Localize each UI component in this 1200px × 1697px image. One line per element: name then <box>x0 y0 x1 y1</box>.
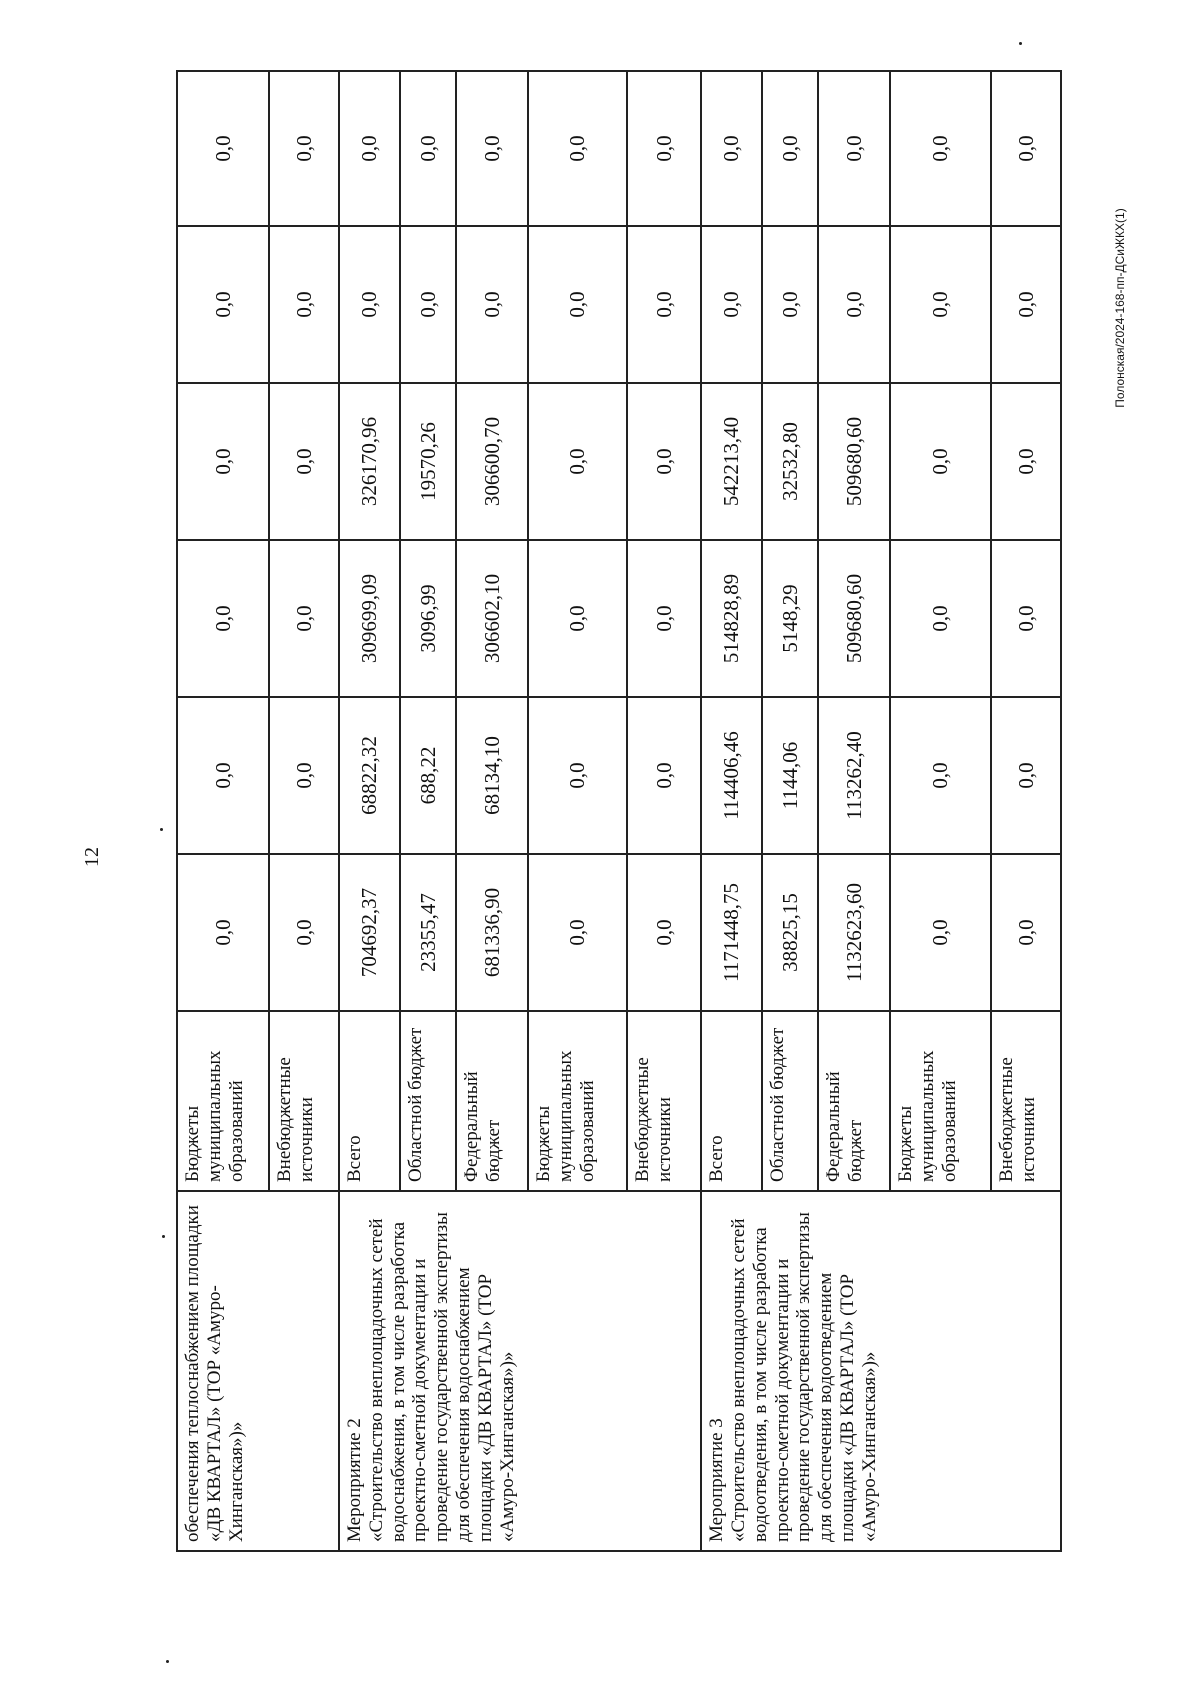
amount-cell: 0,0 <box>528 226 627 383</box>
funding-source-cell: Федеральный бюджет <box>456 1011 528 1191</box>
document-code: Полонская/2024-168-пп-ДСиЖКХ(1) <box>1113 208 1127 408</box>
amount-cell: 5148,29 <box>762 540 818 697</box>
amount-cell: 32532,80 <box>762 383 818 540</box>
amount-cell: 1144,06 <box>762 697 818 854</box>
amount-cell: 306600,70 <box>456 383 528 540</box>
amount-cell: 688,22 <box>400 697 456 854</box>
amount-cell: 0,0 <box>991 383 1061 540</box>
amount-cell: 0,0 <box>991 540 1061 697</box>
scan-speck <box>160 828 163 831</box>
funding-source-cell: Бюджеты муниципальных образований <box>177 1011 269 1191</box>
amount-cell: 0,0 <box>339 71 400 226</box>
amount-cell: 0,0 <box>627 226 701 383</box>
amount-cell: 0,0 <box>269 226 339 383</box>
scan-speck <box>166 1660 169 1663</box>
amount-cell: 0,0 <box>528 540 627 697</box>
amount-cell: 19570,26 <box>400 383 456 540</box>
funding-source-cell: Бюджеты муниципальных образований <box>890 1011 991 1191</box>
amount-cell: 0,0 <box>177 383 269 540</box>
amount-cell: 0,0 <box>269 697 339 854</box>
funding-source-cell: Внебюджетные источники <box>991 1011 1061 1191</box>
amount-cell: 0,0 <box>991 226 1061 383</box>
amount-cell: 0,0 <box>456 71 528 226</box>
amount-cell: 0,0 <box>528 383 627 540</box>
amount-cell: 0,0 <box>177 697 269 854</box>
amount-cell: 509680,60 <box>818 540 890 697</box>
table-row <box>339 71 400 1551</box>
funding-source-cell: Внебюджетные источники <box>627 1011 701 1191</box>
amount-cell: 0,0 <box>269 540 339 697</box>
amount-cell: 0,0 <box>177 71 269 226</box>
amount-cell: 0,0 <box>627 71 701 226</box>
amount-cell: 113262,40 <box>818 697 890 854</box>
amount-cell: 0,0 <box>890 71 991 226</box>
amount-cell: 0,0 <box>528 71 627 226</box>
funding-source-cell: Бюджеты муниципальных образований <box>528 1011 627 1191</box>
amount-cell: 0,0 <box>269 383 339 540</box>
table-row <box>701 71 762 1551</box>
amount-cell: 0,0 <box>269 71 339 226</box>
amount-cell: 0,0 <box>177 854 269 1011</box>
amount-cell: 1171448,75 <box>701 854 762 1011</box>
funding-source-cell: Областной бюджет <box>762 1011 818 1191</box>
amount-cell: 0,0 <box>890 697 991 854</box>
funding-source-cell: Внебюджетные источники <box>269 1011 339 1191</box>
funding-source-cell: Областной бюджет <box>400 1011 456 1191</box>
page-number: 12 <box>81 847 103 867</box>
table-row <box>177 71 269 1551</box>
amount-cell: 68134,10 <box>456 697 528 854</box>
event-cell: Мероприятие 3 «Строительство внеплощадочных сетей водоотведения, в том числе разработка проектно-сметной документации и проведение государственной экспертизы для обеспечения водоотведением площадки «ДВ КВАРТАЛ» (ТОР «Амуро-Хинганская»)» <box>701 1191 1061 1551</box>
scan-speck <box>162 1235 165 1238</box>
amount-cell: 309699,09 <box>339 540 400 697</box>
rotated-table-container <box>176 72 1062 1552</box>
amount-cell: 114406,46 <box>701 697 762 854</box>
event-cell: Мероприятие 2 «Строительство внеплощадочных сетей водоснабжения, в том числе разработка проектно-сметной документации и проведение государственной экспертизы для обеспечения водоснабжением площадки «ДВ КВАРТАЛ» (ТОР «Амуро-Хинганская»)» <box>339 1191 701 1551</box>
amount-cell: 0,0 <box>818 226 890 383</box>
funding-source-cell: Всего <box>701 1011 762 1191</box>
amount-cell: 514828,89 <box>701 540 762 697</box>
amount-cell: 0,0 <box>269 854 339 1011</box>
amount-cell: 681336,90 <box>456 854 528 1011</box>
amount-cell: 0,0 <box>400 226 456 383</box>
amount-cell: 509680,60 <box>818 383 890 540</box>
amount-cell: 0,0 <box>528 697 627 854</box>
amount-cell: 0,0 <box>627 540 701 697</box>
amount-cell: 0,0 <box>991 697 1061 854</box>
amount-cell: 0,0 <box>890 226 991 383</box>
amount-cell: 326170,96 <box>339 383 400 540</box>
amount-cell: 0,0 <box>818 71 890 226</box>
amount-cell: 0,0 <box>456 226 528 383</box>
amount-cell: 0,0 <box>528 854 627 1011</box>
amount-cell: 0,0 <box>177 540 269 697</box>
amount-cell: 0,0 <box>701 71 762 226</box>
budget-table <box>176 70 1062 1552</box>
amount-cell: 0,0 <box>890 383 991 540</box>
amount-cell: 0,0 <box>701 226 762 383</box>
amount-cell: 0,0 <box>762 71 818 226</box>
budget-table-body <box>177 71 1061 1551</box>
amount-cell: 704692,37 <box>339 854 400 1011</box>
amount-cell: 3096,99 <box>400 540 456 697</box>
amount-cell: 0,0 <box>991 854 1061 1011</box>
funding-source-cell: Всего <box>339 1011 400 1191</box>
amount-cell: 0,0 <box>762 226 818 383</box>
amount-cell: 68822,32 <box>339 697 400 854</box>
event-cell: обеспечения теплоснабжением площадки «ДВ КВАРТАЛ» (ТОР «Амуро-Хинганская»)» <box>177 1191 339 1551</box>
amount-cell: 23355,47 <box>400 854 456 1011</box>
amount-cell: 0,0 <box>991 71 1061 226</box>
amount-cell: 0,0 <box>627 854 701 1011</box>
amount-cell: 0,0 <box>400 71 456 226</box>
amount-cell: 38825,15 <box>762 854 818 1011</box>
amount-cell: 0,0 <box>177 226 269 383</box>
amount-cell: 0,0 <box>627 697 701 854</box>
amount-cell: 0,0 <box>890 854 991 1011</box>
amount-cell: 1132623,60 <box>818 854 890 1011</box>
amount-cell: 0,0 <box>339 226 400 383</box>
amount-cell: 0,0 <box>627 383 701 540</box>
amount-cell: 542213,40 <box>701 383 762 540</box>
funding-source-cell: Федеральный бюджет <box>818 1011 890 1191</box>
amount-cell: 306602,10 <box>456 540 528 697</box>
scan-speck <box>1019 42 1022 45</box>
amount-cell: 0,0 <box>890 540 991 697</box>
